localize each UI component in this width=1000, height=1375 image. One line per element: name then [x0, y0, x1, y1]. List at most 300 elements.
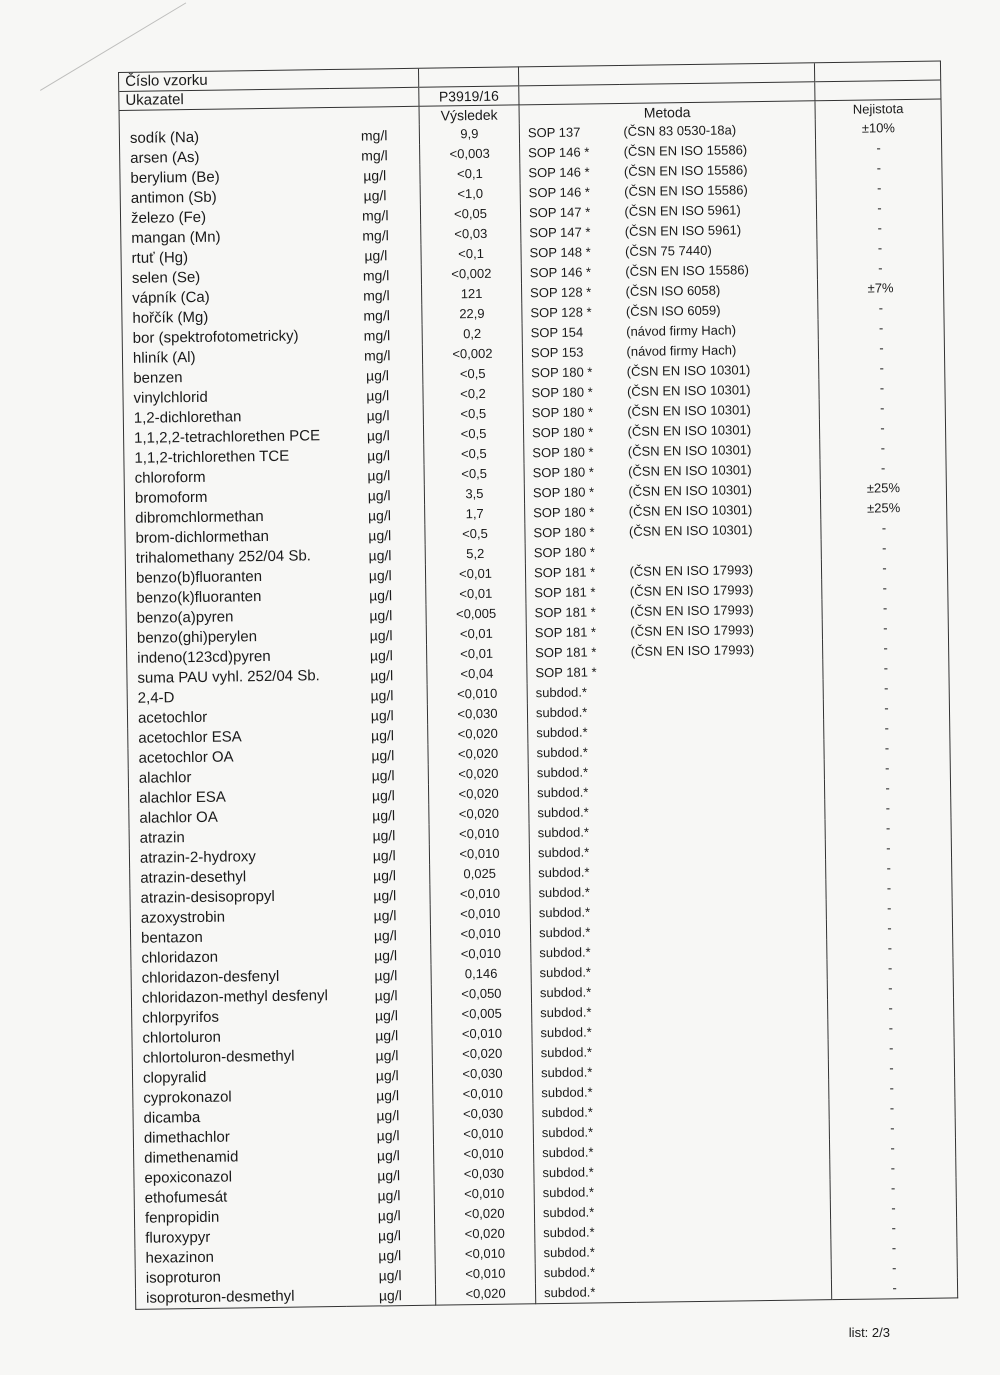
uncertainty-value: -: [827, 977, 953, 999]
method-sop: SOP 180 *: [531, 364, 593, 381]
analyte-unit: µg/l: [337, 645, 427, 666]
method-sop: subdod.*: [540, 1024, 592, 1041]
analyte-unit: µg/l: [342, 1065, 432, 1086]
analyte-name: 1,1,2-trichlorethen TCE: [124, 446, 334, 469]
results-table-wrap: [118, 61, 957, 1312]
analyte-name: chloridazon-desfenyl: [131, 966, 341, 989]
analyte-result: <0,5: [424, 463, 524, 484]
uncertainty-value: -: [831, 1257, 957, 1279]
method-standard: (ČSN EN ISO 17993): [629, 582, 754, 599]
analyte-name: ethofumesát: [134, 1186, 344, 1209]
analyte-result: 22,9: [422, 303, 522, 324]
analyte-name: antimon (Sb): [120, 186, 330, 209]
method-sop: SOP 147 *: [529, 224, 591, 241]
method-sop: subdod.*: [541, 1084, 593, 1101]
method-sop: subdod.*: [543, 1244, 595, 1261]
analyte-result: <0,050: [431, 983, 531, 1004]
sample-id-spacer: [418, 67, 518, 87]
analyte-name: epoxiconazol: [134, 1166, 344, 1189]
uncertainty-value: -: [830, 1177, 956, 1199]
analyte-name: alachlor: [128, 766, 338, 789]
method-sop: SOP 180 *: [532, 444, 594, 461]
method-sop: SOP 148 *: [529, 244, 591, 261]
uncertainty-value: -: [830, 1197, 956, 1219]
method-sop: SOP 128 *: [530, 304, 592, 321]
method-standard: [630, 879, 826, 902]
analyte-unit: µg/l: [333, 425, 423, 446]
method-standard: (ČSN EN ISO 15586): [624, 182, 748, 199]
analyte-unit: µg/l: [337, 665, 427, 686]
sample-label: Číslo vzorku: [119, 68, 419, 91]
analyte-result: <0,03: [421, 223, 521, 244]
analyte-name: alachlor ESA: [129, 786, 339, 809]
analyte-name: dibromchlormethan: [125, 506, 335, 529]
method-sop: SOP 180 *: [532, 484, 595, 501]
analyte-result: <0,010: [433, 1123, 533, 1144]
method-sop: SOP 181 *: [535, 644, 597, 661]
analyte-unit: µg/l: [340, 905, 430, 926]
analyte-name: sodík (Na): [119, 126, 329, 149]
uncertainty-value: -: [824, 777, 950, 799]
analyte-name: isoproturon-desmethyl: [135, 1286, 345, 1309]
analyte-name: bor (spektrofotometricky): [122, 326, 332, 349]
analyte-unit: µg/l: [333, 405, 423, 426]
analyte-result: 3,5: [424, 483, 524, 504]
analyte-unit: µg/l: [339, 845, 429, 866]
method-standard: [628, 739, 824, 762]
analyte-name: acetochlor OA: [128, 746, 338, 769]
uncertainty-value: -: [824, 737, 950, 759]
analyte-name: alachlor OA: [129, 806, 339, 829]
sample-id: P3919/16: [419, 86, 519, 106]
analyte-name: hexazinon: [135, 1246, 345, 1269]
method-sop: SOP 181 *: [534, 604, 596, 621]
analyte-result: <0,005: [426, 603, 526, 624]
analyte-result: 0,2: [422, 323, 522, 344]
method-sop: SOP 180 *: [531, 384, 593, 401]
uncertainty-value: -: [822, 597, 948, 619]
analyte-result: <0,01: [426, 583, 526, 604]
uncertainty-value: -: [816, 158, 942, 180]
method-standard: [635, 1279, 831, 1302]
method-standard: (ČSN EN ISO 15586): [623, 142, 748, 159]
uncertainty-value: -: [816, 198, 942, 220]
analyte-name: arsen (As): [120, 146, 330, 169]
uncertainty-value: -: [822, 637, 948, 659]
method-sop: subdod.*: [535, 1282, 635, 1304]
analyte-name: trihalomethany 252/04 Sb.: [125, 546, 335, 569]
analyte-name: atrazin-2-hydroxy: [129, 846, 339, 869]
uncertainty-label: Nejistota: [815, 99, 941, 119]
analyte-name: mangan (Mn): [121, 226, 331, 249]
uncertainty-value: -: [824, 717, 950, 739]
method-standard: (ČSN EN ISO 10301): [628, 482, 753, 499]
analyte-name: clopyralid: [132, 1066, 342, 1089]
analyte-unit: mg/l: [332, 345, 422, 366]
method-sop: subdod.*: [539, 964, 592, 981]
method-standard: (ČSN EN ISO 10301): [626, 382, 751, 399]
analyte-unit: µg/l: [333, 385, 423, 406]
analyte-name: vinylchlorid: [123, 386, 333, 409]
uncertainty-value: -: [831, 1217, 957, 1239]
page-label: list:: [848, 1325, 869, 1340]
uncertainty-value: -: [819, 357, 945, 379]
analyte-name: benzo(b)fluoranten: [125, 566, 335, 589]
method-standard: [633, 1139, 829, 1162]
analyte-result: <0,2: [423, 383, 523, 404]
uncertainty-value: -: [829, 1077, 955, 1099]
analyte-unit: µg/l: [338, 785, 428, 806]
uncertainty-value: -: [818, 317, 944, 339]
method-sop: subdod.*: [542, 1184, 595, 1201]
uncertainty-value: -: [830, 1157, 956, 1179]
method-standard: (ČSN EN ISO 17993): [629, 602, 754, 619]
analyte-unit: µg/l: [344, 1185, 434, 1206]
indicator-label: Ukazatel: [119, 87, 419, 110]
analyte-unit: µg/l: [343, 1085, 433, 1106]
method-sop: subdod.*: [539, 944, 591, 961]
analyte-result: <0,020: [428, 763, 528, 784]
analyte-unit: µg/l: [345, 1245, 435, 1266]
analyte-unit: mg/l: [332, 305, 422, 326]
analyte-unit: µg/l: [343, 1105, 433, 1126]
uncertainty-value: -: [826, 917, 952, 939]
method-sop: subdod.*: [536, 784, 589, 801]
uncertainty-value: -: [829, 1097, 955, 1119]
method-standard: (ČSN EN ISO 15586): [623, 162, 748, 179]
analyte-unit: mg/l: [331, 225, 421, 246]
uncertainty-value: -: [826, 877, 952, 899]
analyte-unit: µg/l: [344, 1145, 434, 1166]
analyte-unit: µg/l: [343, 1125, 433, 1146]
analyte-name: atrazin: [129, 826, 339, 849]
analyte-name: indeno(123cd)pyren: [127, 646, 337, 669]
analyte-result: 121: [422, 283, 522, 304]
analyte-name: chloridazon-methyl desfenyl: [131, 986, 341, 1009]
analyte-unit: µg/l: [340, 865, 430, 886]
analyte-result: <0,010: [432, 1023, 532, 1044]
method-standard: (ČSN EN ISO 5961): [624, 222, 742, 239]
results-body: [119, 118, 957, 1310]
method-sop: subdod.*: [543, 1264, 596, 1281]
method-standard: (návod firmy Hach): [626, 322, 737, 339]
method-standard: (ČSN EN ISO 10301): [627, 422, 752, 439]
analyte-unit: µg/l: [339, 825, 429, 846]
analyte-result: <0,020: [435, 1223, 535, 1244]
method-standard: [630, 899, 826, 922]
analyte-result: <0,01: [427, 643, 527, 664]
analyte-result: <0,020: [428, 783, 528, 804]
analyte-result: <0,030: [433, 1103, 533, 1124]
analyte-unit: mg/l: [332, 285, 422, 306]
analyte-unit: µg/l: [335, 525, 425, 546]
analyte-name: vápník (Ca): [122, 286, 332, 309]
analyte-result: <0,003: [420, 143, 520, 164]
uncertainty-value: -: [822, 577, 948, 599]
analyte-name: železo (Fe): [120, 206, 330, 229]
analyte-unit: µg/l: [341, 985, 431, 1006]
analyte-unit: µg/l: [330, 185, 420, 206]
analyte-unit: mg/l: [330, 145, 420, 166]
uncertainty-value: -: [831, 1237, 957, 1259]
analyte-name: suma PAU vyhl. 252/04 Sb.: [127, 666, 337, 689]
analyte-unit: µg/l: [334, 445, 424, 466]
method-sop: subdod.*: [540, 1004, 592, 1021]
method-sop: subdod.*: [536, 744, 588, 761]
analyte-result: <0,020: [435, 1283, 535, 1305]
analyte-name: acetochlor ESA: [128, 726, 338, 749]
method-standard: [627, 679, 823, 702]
method-standard: (ČSN EN ISO 17993): [629, 562, 754, 579]
analyte-unit: µg/l: [331, 245, 421, 266]
analyte-result: <0,020: [428, 723, 528, 744]
analyte-unit: µg/l: [335, 565, 425, 586]
analyte-result: <0,010: [433, 1083, 533, 1104]
uncertainty-value: -: [822, 617, 948, 639]
analyte-result: 1,7: [425, 503, 525, 524]
method-standard: (ČSN 75 7440): [624, 242, 712, 259]
analyte-name: 1,2-dichlorethan: [123, 406, 333, 429]
method-sop: subdod.*: [538, 924, 591, 941]
analyte-name: chlortoluron-desmethyl: [132, 1046, 342, 1069]
analyte-result: <0,010: [431, 943, 531, 964]
analyte-result: <0,020: [429, 803, 529, 824]
analyte-unit: µg/l: [337, 685, 427, 706]
method-sop: subdod.*: [537, 804, 589, 821]
analyte-unit: µg/l: [344, 1205, 434, 1226]
method-standard: [625, 539, 821, 562]
analyte-name: fenpropidin: [134, 1206, 344, 1229]
analyte-name: isoproturon: [135, 1266, 345, 1289]
analyte-result: <0,1: [421, 243, 521, 264]
method-sop: subdod.*: [543, 1224, 595, 1241]
method-sop: subdod.*: [537, 844, 590, 861]
analyte-result: 5,2: [425, 543, 525, 564]
method-standard: [631, 979, 827, 1002]
analyte-name: fluroxypyr: [135, 1226, 345, 1249]
analyte-result: <0,5: [423, 363, 523, 384]
method-sop: SOP 128 *: [530, 284, 592, 301]
analyte-name: chloroform: [124, 466, 334, 489]
method-standard: [633, 1079, 829, 1102]
method-standard: [632, 1019, 828, 1042]
analyte-name: benzo(k)fluoranten: [126, 586, 336, 609]
method-sop: subdod.*: [536, 764, 589, 781]
analyte-name: benzo(ghi)perylen: [126, 626, 336, 649]
method-standard: [635, 1259, 831, 1282]
method-standard: (ČSN 83 0530-18a): [623, 122, 737, 139]
analyte-result: <0,010: [430, 883, 530, 904]
analyte-name: atrazin-desisopropyl: [130, 886, 340, 909]
method-standard: [634, 1199, 830, 1222]
uncertainty-value: -: [826, 897, 952, 919]
analyte-result: <0,04: [427, 663, 527, 684]
method-sop: subdod.*: [535, 684, 588, 701]
analyte-result: <0,010: [430, 903, 530, 924]
method-standard: (ČSN EN ISO 10301): [626, 362, 751, 379]
analyte-unit: µg/l: [338, 745, 428, 766]
analyte-unit: µg/l: [342, 1045, 432, 1066]
method-sop: subdod.*: [542, 1164, 594, 1181]
method-sop: subdod.*: [542, 1204, 595, 1221]
analyte-result: <0,010: [435, 1243, 535, 1264]
analyte-result: <0,020: [434, 1203, 534, 1224]
analyte-unit: µg/l: [345, 1225, 435, 1246]
uncertainty-value: -: [823, 697, 949, 719]
analyte-unit: µg/l: [334, 465, 424, 486]
uncertainty-value: -: [818, 337, 944, 359]
method-sop: SOP 146 *: [529, 264, 592, 281]
method-sop: subdod.*: [537, 824, 590, 841]
analyte-result: 0,025: [430, 863, 530, 884]
uncertainty-value: ±25%: [821, 497, 947, 519]
method-sop: SOP 154: [530, 324, 584, 341]
page-number: [849, 1325, 890, 1340]
method-sop: subdod.*: [540, 1064, 593, 1081]
analyte-name: selen (Se): [121, 266, 331, 289]
method-sop: SOP 180 *: [531, 404, 594, 421]
analyte-name: chlorpyrifos: [132, 1006, 342, 1029]
analyte-result: <0,010: [434, 1183, 534, 1204]
method-sop: subdod.*: [538, 904, 591, 921]
uncertainty-value: -: [824, 757, 950, 779]
uncertainty-value: -: [817, 257, 943, 279]
analyte-unit: µg/l: [341, 965, 431, 986]
analyte-result: <0,5: [424, 443, 524, 464]
method-standard: [628, 719, 824, 742]
analyte-unit: µg/l: [339, 805, 429, 826]
uncertainty-value: -: [828, 997, 954, 1019]
analyte-result: 9,9: [419, 123, 519, 144]
uncertainty-value: -: [823, 677, 949, 699]
method-standard: [635, 1219, 831, 1242]
method-sop: SOP 180 *: [533, 544, 596, 561]
analyte-unit: µg/l: [341, 945, 431, 966]
analyte-name: bentazon: [130, 926, 340, 949]
method-standard: (ČSN EN ISO 10301): [627, 402, 751, 419]
method-sop: SOP 180 *: [533, 524, 595, 541]
uncertainty-value: -: [829, 1137, 955, 1159]
analyte-name: benzo(a)pyren: [126, 606, 336, 629]
uncertainty-value: -: [828, 1037, 954, 1059]
method-sop: subdod.*: [535, 704, 588, 721]
analyte-name: hliník (Al): [122, 346, 332, 369]
method-sop: SOP 137: [527, 124, 581, 141]
analyte-unit: µg/l: [336, 625, 426, 646]
uncertainty-value: -: [825, 817, 951, 839]
method-label: Metoda: [519, 101, 815, 124]
method-standard: (ČSN EN ISO 17993): [630, 622, 754, 639]
analyte-result: <0,01: [425, 563, 525, 584]
method-sop: subdod.*: [540, 1044, 593, 1061]
uncertainty-value: -: [825, 837, 951, 859]
uncertainty-value: -: [816, 138, 942, 160]
method-standard: [632, 999, 828, 1022]
method-sop: subdod.*: [541, 1124, 594, 1141]
analyte-result: <0,020: [432, 1043, 532, 1064]
result-label: Výsledek: [419, 105, 519, 125]
analyte-name: hořčík (Mg): [122, 306, 332, 329]
method-standard: [635, 1239, 831, 1262]
method-standard: [633, 1119, 829, 1142]
analyte-unit: µg/l: [345, 1285, 435, 1307]
method-sop: SOP 181 *: [533, 564, 596, 581]
method-sop: SOP 180 *: [533, 504, 595, 521]
method-standard: [632, 1039, 828, 1062]
method-standard: [628, 779, 824, 802]
analyte-name: cyprokonazol: [133, 1086, 343, 1109]
method-standard: [627, 699, 823, 722]
uncertainty-value: -: [818, 297, 944, 319]
analyte-result: <0,030: [434, 1163, 534, 1184]
method-sop: subdod.*: [538, 864, 590, 881]
method-sop: SOP 146 *: [528, 184, 591, 201]
analyte-name: 2,4-D: [127, 686, 337, 709]
analyte-unit: µg/l: [345, 1265, 435, 1286]
analyte-name: acetochlor: [127, 706, 337, 729]
analyte-result: <0,010: [429, 823, 529, 844]
method-standard: (ČSN EN ISO 10301): [628, 502, 753, 519]
analyte-result: <0,030: [432, 1063, 532, 1084]
analyte-unit: µg/l: [334, 485, 424, 506]
analyte-name: azoxystrobin: [130, 906, 340, 929]
analyte-unit: µg/l: [340, 885, 430, 906]
uncertainty-value: -: [821, 537, 947, 559]
method-standard: (ČSN EN ISO 15586): [625, 262, 749, 279]
uncertainty-value: -: [826, 857, 952, 879]
uncertainty-value: -: [819, 397, 945, 419]
method-sop: SOP 146 *: [528, 144, 590, 161]
method-standard: [634, 1179, 830, 1202]
analyte-result: <0,01: [426, 623, 526, 644]
analyte-name: rtuť (Hg): [121, 246, 331, 269]
analyte-unit: µg/l: [338, 725, 428, 746]
analyte-result: <0,002: [422, 343, 522, 364]
analyte-result: <0,5: [423, 403, 523, 424]
method-sop: subdod.*: [538, 884, 590, 901]
method-sop: subdod.*: [542, 1144, 594, 1161]
uncertainty-value: ±25%: [820, 477, 946, 499]
analyte-unit: µg/l: [336, 605, 426, 626]
analyte-unit: mg/l: [332, 325, 422, 346]
analyte-result: <0,020: [428, 743, 528, 764]
analyte-unit: µg/l: [337, 705, 427, 726]
method-standard: (ČSN ISO 6059): [625, 302, 721, 319]
method-sop: SOP 181 *: [534, 584, 596, 601]
method-standard: [631, 959, 827, 982]
uncertainty-value: -: [825, 797, 951, 819]
method-sop: SOP 153: [530, 344, 584, 361]
method-standard: (ČSN EN ISO 10301): [627, 442, 752, 459]
analyte-result: <0,010: [435, 1263, 535, 1284]
analyte-result: <0,010: [427, 683, 527, 704]
method-standard: (ČSN EN ISO 10301): [628, 522, 753, 539]
analyte-name: benzen: [123, 366, 333, 389]
method-standard: [631, 939, 827, 962]
analyte-result: <1,0: [420, 183, 520, 204]
uncertainty-value: -: [827, 937, 953, 959]
analyte-result: <0,010: [434, 1143, 534, 1164]
analyte-unit: µg/l: [330, 165, 420, 186]
method-sop: subdod.*: [536, 724, 588, 741]
analyte-result: <0,05: [420, 203, 520, 224]
analyte-name: dicamba: [133, 1106, 343, 1129]
uncertainty-value: ±10%: [815, 118, 941, 140]
analyte-result: <0,5: [423, 423, 523, 444]
uncertainty-value: -: [828, 1017, 954, 1039]
results-table: [118, 61, 958, 1310]
analyte-unit: µg/l: [335, 505, 425, 526]
